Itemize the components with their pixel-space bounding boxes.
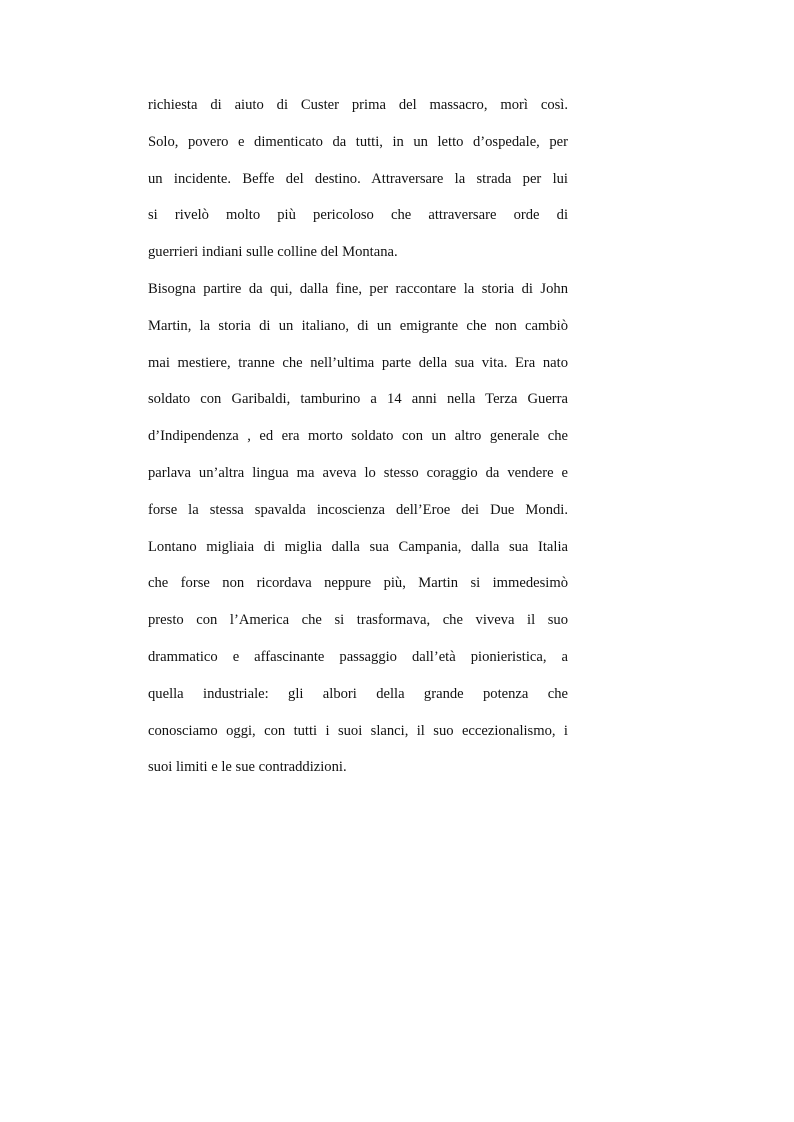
text-line: soldato con Garibaldi, tamburino a 14 anni nella Terza Guerra bbox=[148, 391, 568, 408]
text-line: Lontano migliaia di miglia dalla sua Campania, dalla sua Italia bbox=[148, 538, 568, 555]
body-text bbox=[148, 92, 568, 791]
text-line: Bisogna partire da qui, dalla fine, per raccontare la storia di John bbox=[148, 280, 568, 297]
text-line: conosciamo oggi, con tutti i suoi slanci, il suo eccezionalismo, i bbox=[148, 722, 568, 739]
text-line: suoi limiti e le sue contraddizioni. bbox=[148, 759, 347, 776]
text-line: mai mestiere, tranne che nell’ultima parte della sua vita. Era nato bbox=[148, 354, 568, 371]
text-line: Martin, la storia di un italiano, di un emigrante che non cambiò bbox=[148, 317, 568, 334]
text-line: richiesta di aiuto di Custer prima del massacro, morì così. bbox=[148, 97, 568, 113]
text-line: che forse non ricordava neppure più, Martin si immedesimò bbox=[148, 575, 568, 592]
text-line: d’Indipendenza , ed era morto soldato con un altro generale che bbox=[148, 428, 568, 445]
text-line: quella industriale: gli albori della grande potenza che bbox=[148, 685, 568, 702]
text-line: presto con l’America che si trasformava, che viveva il suo bbox=[148, 612, 568, 629]
text-line: un incidente. Beffe del destino. Attraversare la strada per lui bbox=[148, 170, 568, 187]
text-line: forse la stessa spavalda incoscienza dell’Eroe dei Due Mondi. bbox=[148, 501, 568, 518]
text-line: si rivelò molto più pericoloso che attraversare orde di bbox=[148, 207, 568, 224]
text-line: Solo, povero e dimenticato da tutti, in un letto d’ospedale, per bbox=[148, 133, 568, 150]
text-line: guerrieri indiani sulle colline del Montana. bbox=[148, 244, 398, 261]
text-line: drammatico e affascinante passaggio dall’età pionieristica, a bbox=[148, 648, 568, 665]
text-line: parlava un’altra lingua ma aveva lo stesso coraggio da vendere e bbox=[148, 464, 568, 481]
